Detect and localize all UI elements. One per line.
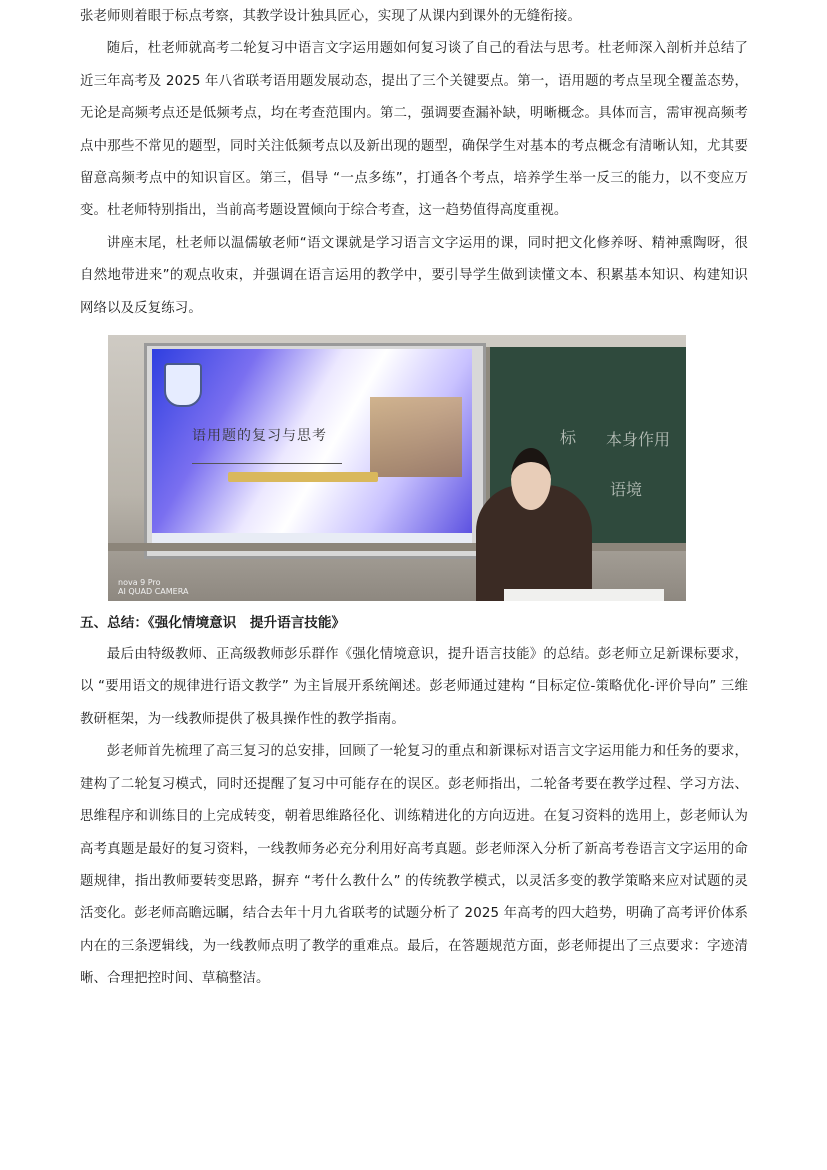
screen-taskbar [152,533,472,543]
paragraph: 随后，杜老师就高考二轮复习中语言文字运用题如何复习谈了自己的看法与思考。杜老师深入剖析并总结了近三年高考及 2025 年八省联考语用题发展动态，提出了三个关键要点。第一，语用题的考点呈现全覆盖态势，无论是高频考点还是低频考点，均在考查范围内。第二，强调要查漏补缺，明晰概念。具体而言，需审视高频考点中那些不常见的题型，同时关注低频考点以及新出现的题型，确保学生对基本的考点概念有清晰认知，尤其要留意高频考点中的知识盲区。第三，倡导 “一点多练”，打通各个考点，培养学生举一反三的能力，以不变应万变。杜老师特别指出，当前高考题设置倾向于综合考查，这一趋势值得高度重视。 [80,41,748,219]
board-tray [108,543,686,551]
slide-building-image [370,397,462,477]
paragraph: 最后由特级教师、正高级教师彭乐群作《强化情境意识，提升语言技能》的总结。彭老师立足新课标要求，以 “要用语文的规律进行语文教学” 为主旨展开系统阐述。彭老师通过建构 “目标定位-策略优化-评价导向” 三维教研框架，为一线教师提供了极具操作性的教学指南。 [80,647,748,727]
paragraph: 彭老师首先梳理了高三复习的总安排，回顾了一轮复习的重点和新课标对语言文字运用能力和任务的要求，建构了二轮复习模式，同时还提醒了复习中可能存在的误区。彭老师指出，二轮备考要在教学过程、学习方法、思维程序和训练目的上完成转变，朝着思维路径化、训练精进化的方向迈进。在复习资料的选用上，彭老师认为高考真题是最好的复习资料，一线教师务必充分利用好高考真题。彭老师深入分析了新高考卷语言文字运用的命题规律，指出教师要转变思路，摒弃 “考什么教什么” 的传统教学模式，以灵活多变的教学策略来应对试题的灵活变化。彭老师高瞻远瞩，结合去年十月九省联考的试题分析了 2025 年高考的四大趋势，明确了高考评价体系内在的三条逻辑线，为一线教师点明了教学的重难点。最后，在答题规范方面，彭老师提出了三点要求：字迹清晰、合理把控时间、草稿整洁。 [80,744,748,987]
teacher-head [511,448,551,510]
paragraph: 张老师则着眼于标点考察，其教学设计独具匠心，实现了从课内到课外的无缝衔接。 [80,9,582,24]
section-heading: 五、总结：《强化情境意识 提升语言技能》 [80,615,346,632]
watermark-line: AI QUAD CAMERA [118,587,189,597]
lectern [504,589,664,601]
slide-divider [192,463,342,464]
slide-title: 语用题的复习与思考 [192,428,327,445]
article-body [80,0,748,996]
school-emblem-icon [164,363,202,407]
chalk-text: 本身作用 [606,430,671,450]
watermark-line: nova 9 Pro [118,578,161,588]
chalk-text: 标 [560,428,577,448]
camera-watermark [118,578,188,596]
paragraph: 讲座末尾，杜老师以温儒敏老师“语文课就是学习语言文字运用的课，同时把文化修养呀、精神熏陶呀，很自然地带进来”的观点收束，并强调在语言运用的教学中，要引导学生做到读懂文本、积累基本知识、构建知识网络以及反复练习。 [80,235,748,316]
lecture-photo [108,335,686,601]
chalk-text: 语境 [610,480,643,500]
slide-subtitle-bar [228,472,378,482]
